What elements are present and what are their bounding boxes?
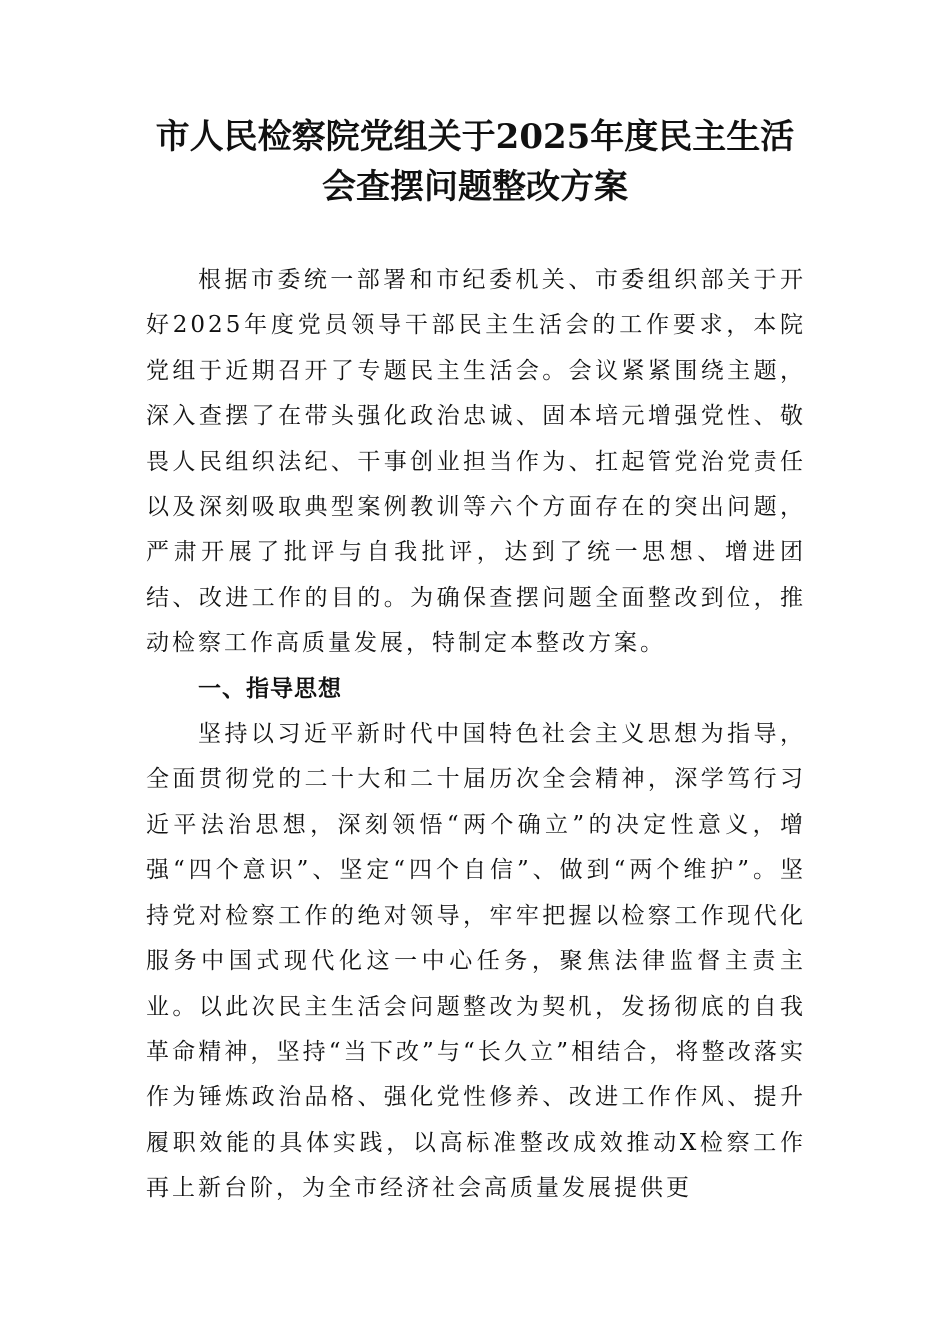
intro-paragraph: 根据市委统一部署和市纪委机关、市委组织部关于开好2025年度党员领导干部民主生活会的工作要求，本院党组于近期召开了专题民主生活会。会议紧紧围绕主题，深入查摆了在带头强化政治忠诚、固本培元增强党性、敬畏人民组织法纪、干事创业担当作为、扛起管党治党责任以及深刻吸取典型案例教训等六个方面存在的突出问题，严肃开展了批评与自我批评，达到了统一思想、增进团结、改进工作的目的。为确保查摆问题全面整改到位，推动检察工作高质量发展，特制定本整改方案。 — [146, 267, 806, 657]
guiding-ideology-paragraph: 坚持以习近平新时代中国特色社会主义思想为指导，全面贯彻党的二十大和二十届历次全会精神，深学笃行习近平法治思想，深刻领悟“两个确立”的决定性意义，增强“四个意识”、坚定“四个自信”、做到“两个维护”。坚持党对检察工作的绝对领导，牢牢把握以检察工作现代化服务中国式现代化这一中心任务，聚焦法律监督主责主业。以此次民主生活会问题整改为契机，发扬彻底的自我革命精神，坚持“当下改”与“长久立”相结合，将整改落实作为锤炼政治品格、强化党性修养、改进工作作风、提升履职效能的具体实践，以高标准整改成效推动X检察工作再上新台阶，为全市经济社会高质量发展提供更 — [146, 721, 806, 1202]
document-body — [146, 258, 806, 1212]
section-heading-guiding-ideology: 一、指导思想 — [198, 675, 342, 702]
document-title: 市人民检察院党组关于2025年度民主生活会查摆问题整改方案 — [155, 117, 795, 207]
